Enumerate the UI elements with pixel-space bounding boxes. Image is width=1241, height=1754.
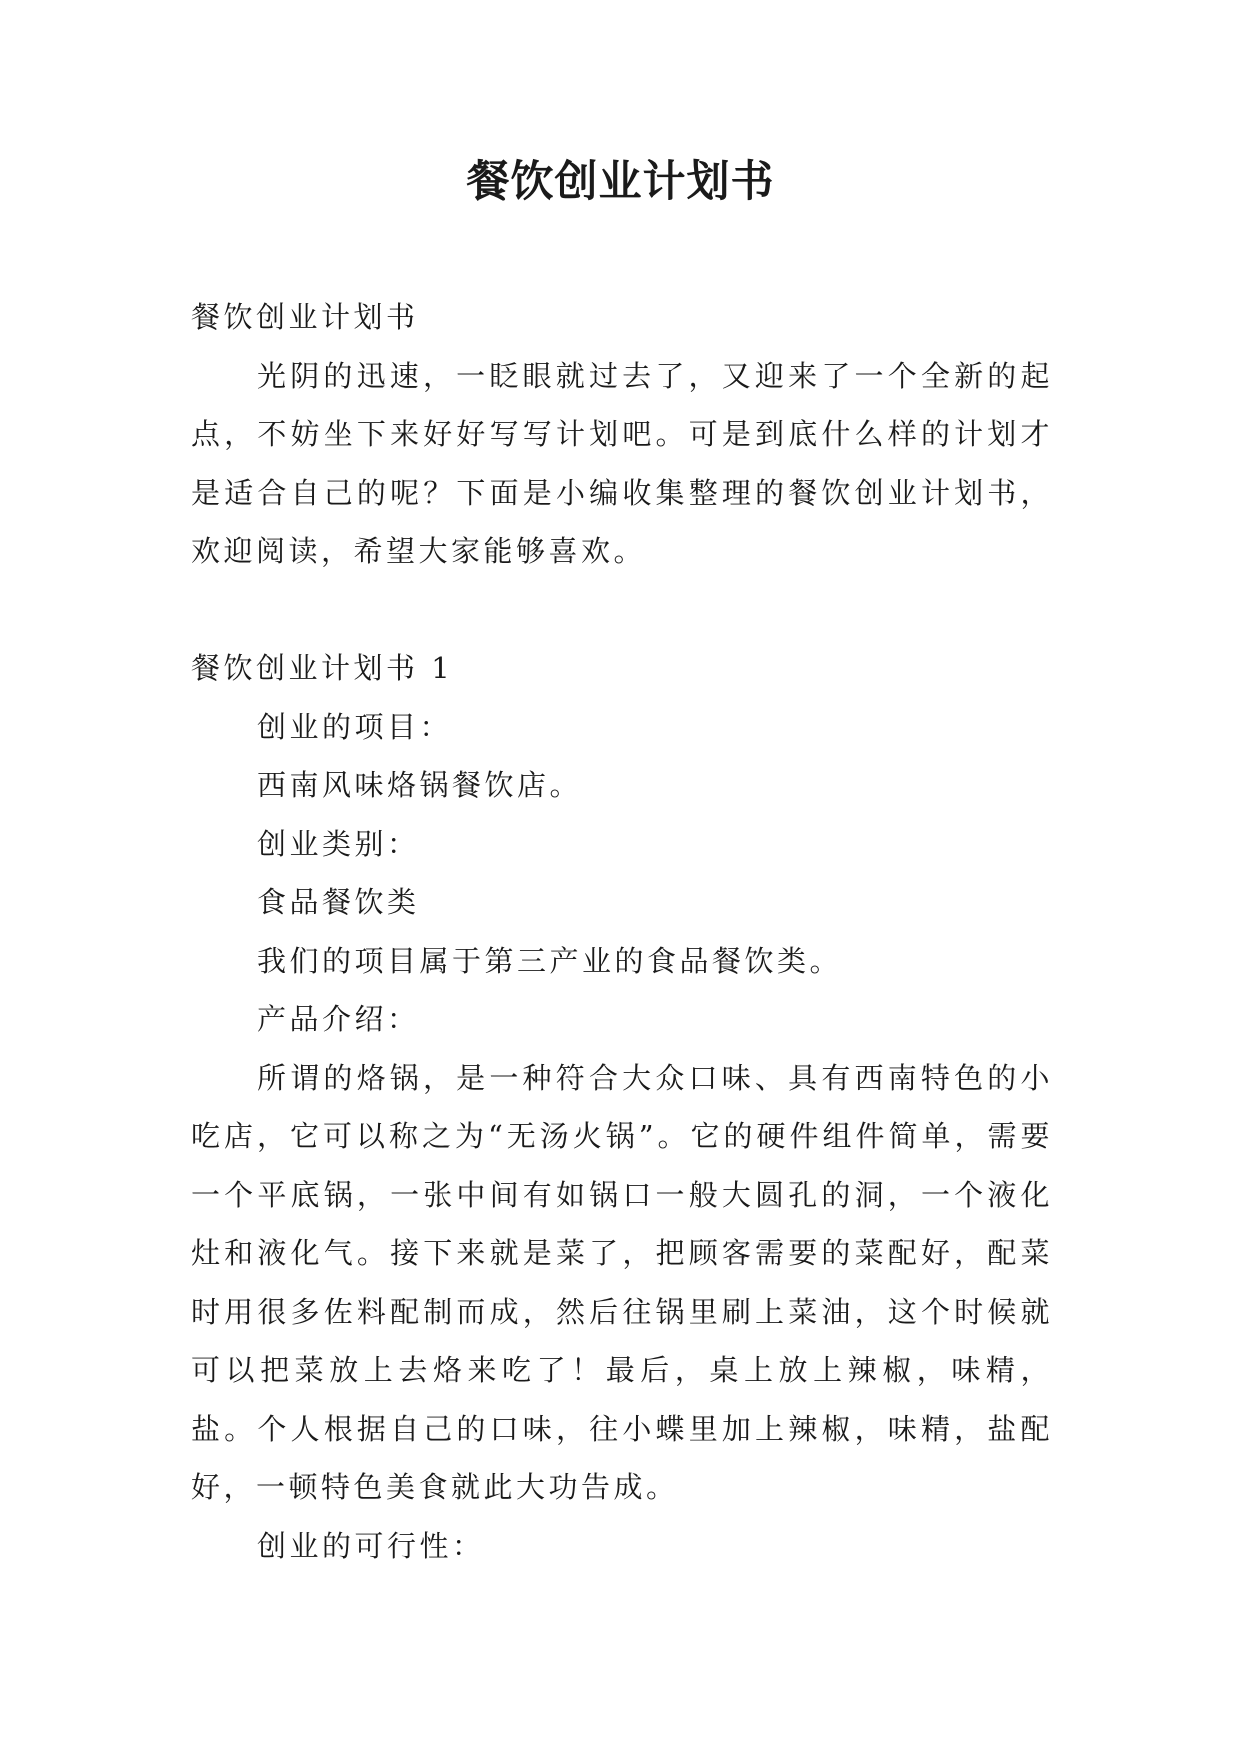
paragraph-category-value: 食品餐饮类 bbox=[257, 885, 420, 919]
paragraph-product-label: 产品介绍： bbox=[257, 1002, 420, 1036]
paragraph-industry: 我们的项目属于第三产业的食品餐饮类。 bbox=[257, 943, 843, 978]
paragraph-project-label: 创业的项目： bbox=[257, 709, 453, 744]
document-title: 餐饮创业计划书 bbox=[466, 157, 775, 207]
paragraph-product-description: 所谓的烙锅，是一种符合大众口味、具有西南特色的小吃店，它可以称之为“无汤火锅”。它的硬件组件简单，需要一个平底锅，一张中间有如锅口一般大圆孔的洞，一个液化灶和液化气。接下来就是菜了，把顾客需要的菜配好，配菜时用很多佐料配制而成，然后往锅里刷上菜油，这个时候就可以把菜放上去烙来吃了！最后，桌上放上辣椒，味精，盐。个人根据自己的口味，往小蝶里加上辣椒，味精，盐配好，一顿特色美食就此大功告成。 bbox=[191, 1060, 1053, 1504]
document-body bbox=[191, 288, 1053, 1575]
intro-paragraph: 光阴的迅速，一眨眼就过去了，又迎来了一个全新的起点，不妨坐下来好好写写计划吧。可是到底什么样的计划才是适合自己的呢？下面是小编收集整理的餐饮创业计划书，欢迎阅读，希望大家能够喜欢。 bbox=[191, 358, 1053, 568]
paragraph-feasibility-label: 创业的可行性： bbox=[257, 1528, 485, 1563]
document-subtitle: 餐饮创业计划书 bbox=[191, 300, 419, 334]
paragraph-spacer bbox=[191, 581, 1053, 640]
section-heading: 餐饮创业计划书 1 bbox=[191, 651, 454, 685]
paragraph-category-label: 创业类别： bbox=[257, 826, 420, 861]
paragraph-project-value: 西南风味烙锅餐饮店。 bbox=[257, 768, 583, 802]
